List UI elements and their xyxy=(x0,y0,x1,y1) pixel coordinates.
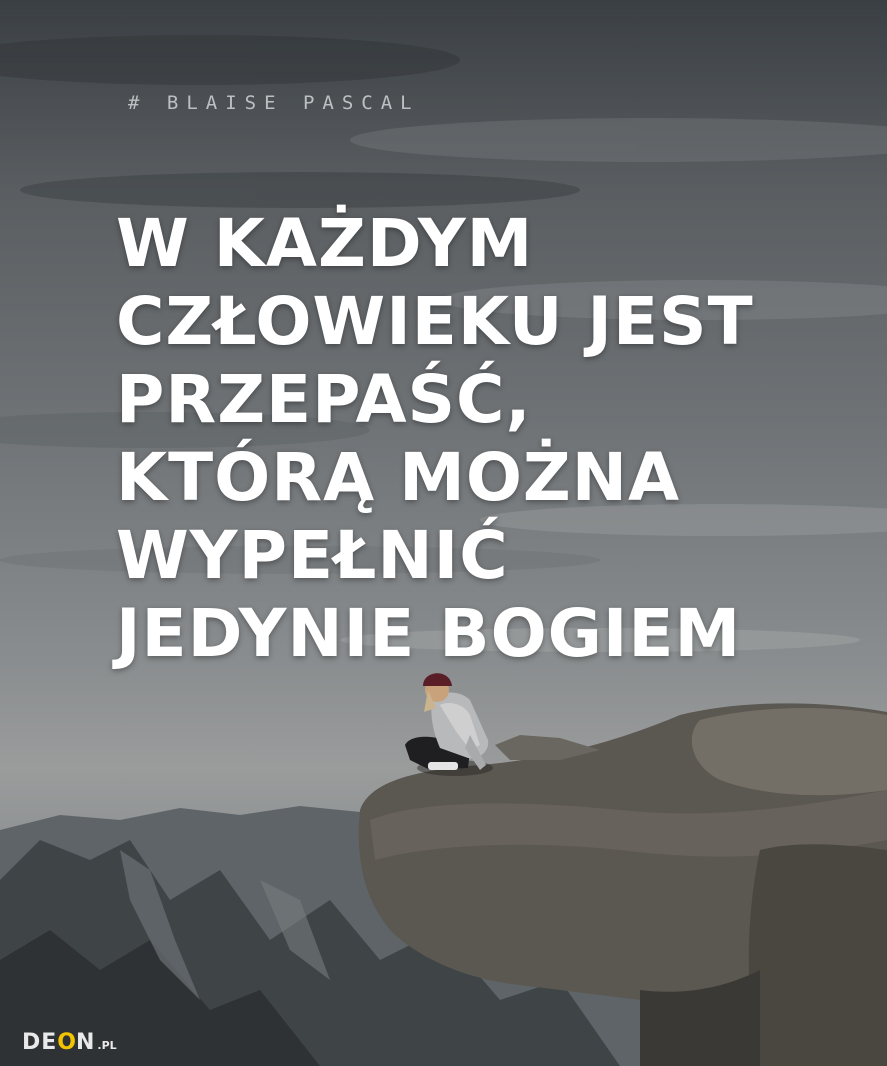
deon-logo xyxy=(22,1030,117,1055)
quote-line: WYPEŁNIĆ xyxy=(116,517,509,594)
logo-ring-letter: O xyxy=(57,1030,76,1055)
quote-line: W KAŻDYM xyxy=(116,205,534,282)
logo-text-part1: DE xyxy=(22,1030,58,1055)
logo-text-part2: N xyxy=(76,1030,96,1055)
author-tag: # BLAISE PASCAL xyxy=(128,92,420,114)
quote-line: KTÓRĄ MOŻNA xyxy=(116,439,681,516)
quote-line: JEDYNIE BOGIEM xyxy=(116,595,742,672)
logo-domain-suffix: .PL xyxy=(97,1039,117,1052)
quote-text xyxy=(116,205,856,673)
quote-line: CZŁOWIEKU JEST xyxy=(116,283,754,360)
person-silhouette xyxy=(405,673,493,776)
quote-line: PRZEPAŚĆ, xyxy=(116,361,532,438)
